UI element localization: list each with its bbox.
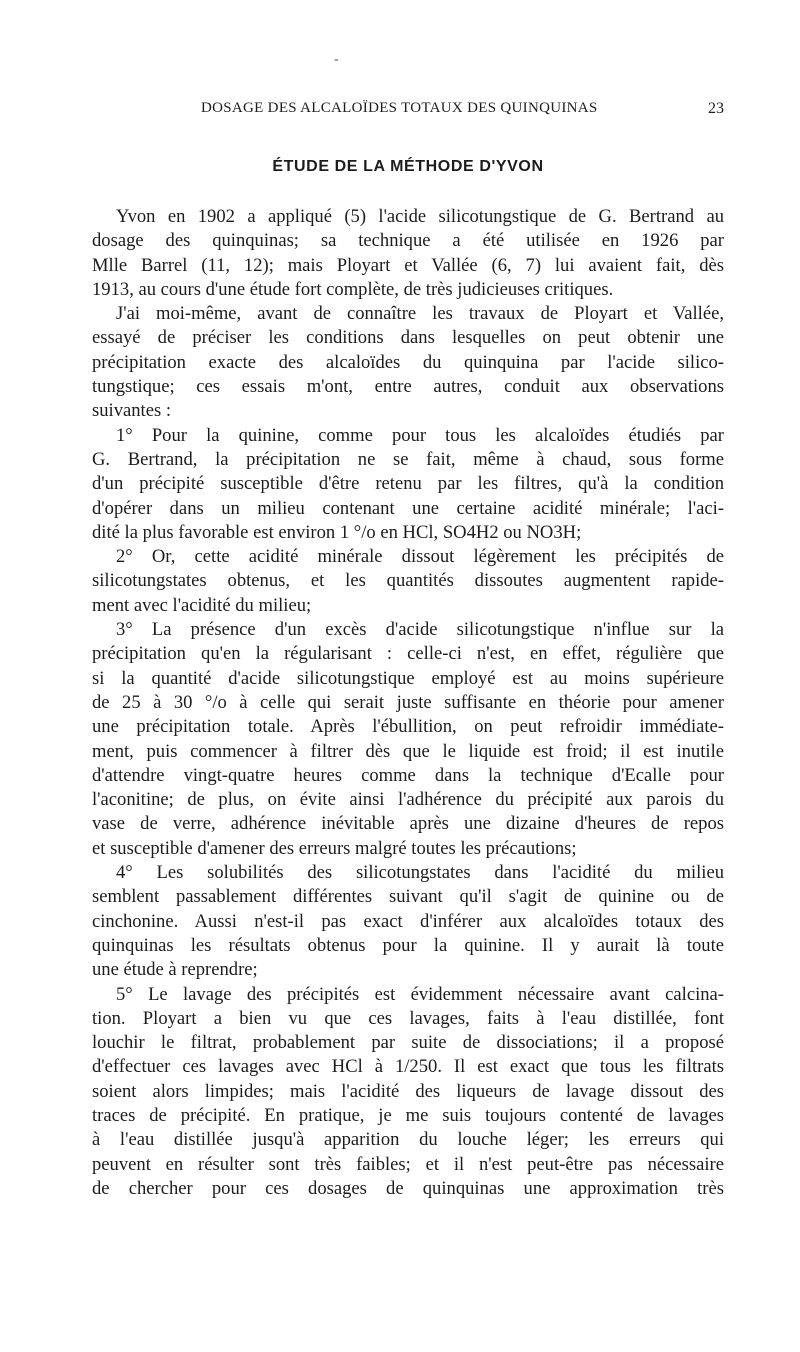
text-line: 4° Les solubilités des silicotungstates dans l'acidité du milieu: [116, 862, 724, 884]
text-line: Mlle Barrel (11, 12); mais Ployart et Vallée (6, 7) lui avaient fait, dès: [92, 254, 724, 276]
text-line: tungstique; ces essais m'ont, entre autres, conduit aux observations: [92, 376, 724, 398]
text-line: tion. Ployart a bien vu que ces lavages, faits à l'eau distillée, font: [92, 1007, 724, 1029]
top-mark: -: [334, 52, 339, 67]
text-line: d'attendre vingt-quatre heures comme dans la technique d'Ecalle pour: [92, 764, 724, 786]
text-line: suivantes :: [92, 400, 172, 422]
text-line: Yvon en 1902 a appliqué (5) l'acide silicotungstique de G. Bertrand au: [116, 206, 724, 227]
text-line: de 25 à 30 °/o à celle qui serait juste suffisante en théorie pour amener: [92, 691, 724, 713]
text-line: 1° Pour la quinine, comme pour tous les alcaloïdes étudiés par: [116, 424, 724, 446]
body-text: [92, 205, 724, 1201]
text-line: soient alors limpides; mais l'acidité des liqueurs de lavage dissout des: [92, 1080, 724, 1102]
text-line: ment avec l'acidité du milieu;: [92, 594, 312, 616]
text-line: une précipitation totale. Après l'ébullition, on peut refroidir immédiate-: [92, 716, 724, 738]
section-title: ÉTUDE DE LA MÉTHODE D'YVON: [272, 158, 544, 175]
text-line: peuvent en résulter sont très faibles; et il n'est peut-être pas nécessaire: [92, 1153, 724, 1175]
text-line: d'un précipité susceptible d'être retenu par les filtres, qu'à la condition: [92, 473, 724, 495]
text-line: 5° Le lavage des précipités est évidemment nécessaire avant calcina-: [116, 983, 724, 1005]
text-line: l'aconitine; de plus, on évite ainsi l'adhérence du précipité aux parois du: [92, 789, 724, 811]
text-line: dosage des quinquinas; sa technique a été utilisée en 1926 par: [92, 230, 724, 252]
text-line: vase de verre, adhérence inévitable après une dizaine d'heures de repos: [92, 813, 724, 835]
page-number: 23: [708, 100, 724, 117]
text-line: essayé de préciser les conditions dans lesquelles on peut obtenir une: [92, 327, 724, 349]
text-line: G. Bertrand, la précipitation ne se fait, même à chaud, sous forme: [92, 448, 724, 470]
text-line: silicotungstates obtenus, et les quantités dissoutes augmentent rapide-: [92, 570, 724, 592]
text-line: si la quantité d'acide silicotungstique employé est au moins supérieure: [92, 667, 724, 689]
running-head: [92, 100, 724, 122]
text-line: ment, puis commencer à filtrer dès que le liquide est froid; il est inutile: [92, 740, 724, 762]
text-line: 1913, au cours d'une étude fort complète, de très judicieuses critiques.: [92, 278, 614, 300]
text-line: d'opérer dans un milieu contenant une certaine acidité minérale; l'aci-: [92, 497, 724, 519]
document-page: [92, 0, 724, 1352]
text-line: 3° La présence d'un excès d'acide silicotungstique n'influe sur la: [116, 619, 724, 641]
text-line: à l'eau distillée jusqu'à apparition du louche léger; les erreurs qui: [92, 1129, 724, 1151]
text-line: précipitation qu'en la régularisant : celle-ci n'est, en effet, régulière que: [92, 643, 724, 665]
text-line: semblent passablement différentes suivant qu'il s'agit de quinine ou de: [92, 886, 724, 908]
text-line: traces de précipité. En pratique, je me suis toujours contenté de lavages: [92, 1104, 724, 1126]
text-line: J'ai moi-même, avant de connaître les travaux de Ployart et Vallée,: [116, 303, 724, 325]
text-line: et susceptible d'amener des erreurs malgré toutes les précautions;: [92, 837, 577, 859]
text-line: dité la plus favorable est environ 1 °/o en HCl, SO4H2 ou NO3H;: [92, 521, 582, 543]
text-line: de chercher pour ces dosages de quinquinas une approximation très: [92, 1177, 724, 1199]
text-line: une étude à reprendre;: [92, 959, 258, 981]
text-line: 2° Or, cette acidité minérale dissout légèrement les précipités de: [116, 546, 724, 568]
running-title: DOSAGE DES ALCALOÏDES TOTAUX DES QUINQUINAS: [201, 100, 598, 116]
text-line: louchir le filtrat, probablement par suite de dissociations; il a proposé: [92, 1032, 724, 1054]
text-line: cinchonine. Aussi n'est-il pas exact d'inférer aux alcaloïdes totaux des: [92, 910, 724, 932]
text-line: d'effectuer ces lavages avec HCl à 1/250. Il est exact que tous les filtrats: [92, 1056, 724, 1078]
text-line: quinquinas les résultats obtenus pour la quinine. Il y aurait là toute: [92, 934, 724, 956]
text-line: précipitation exacte des alcaloïdes du quinquina par l'acide silico-: [92, 351, 724, 373]
